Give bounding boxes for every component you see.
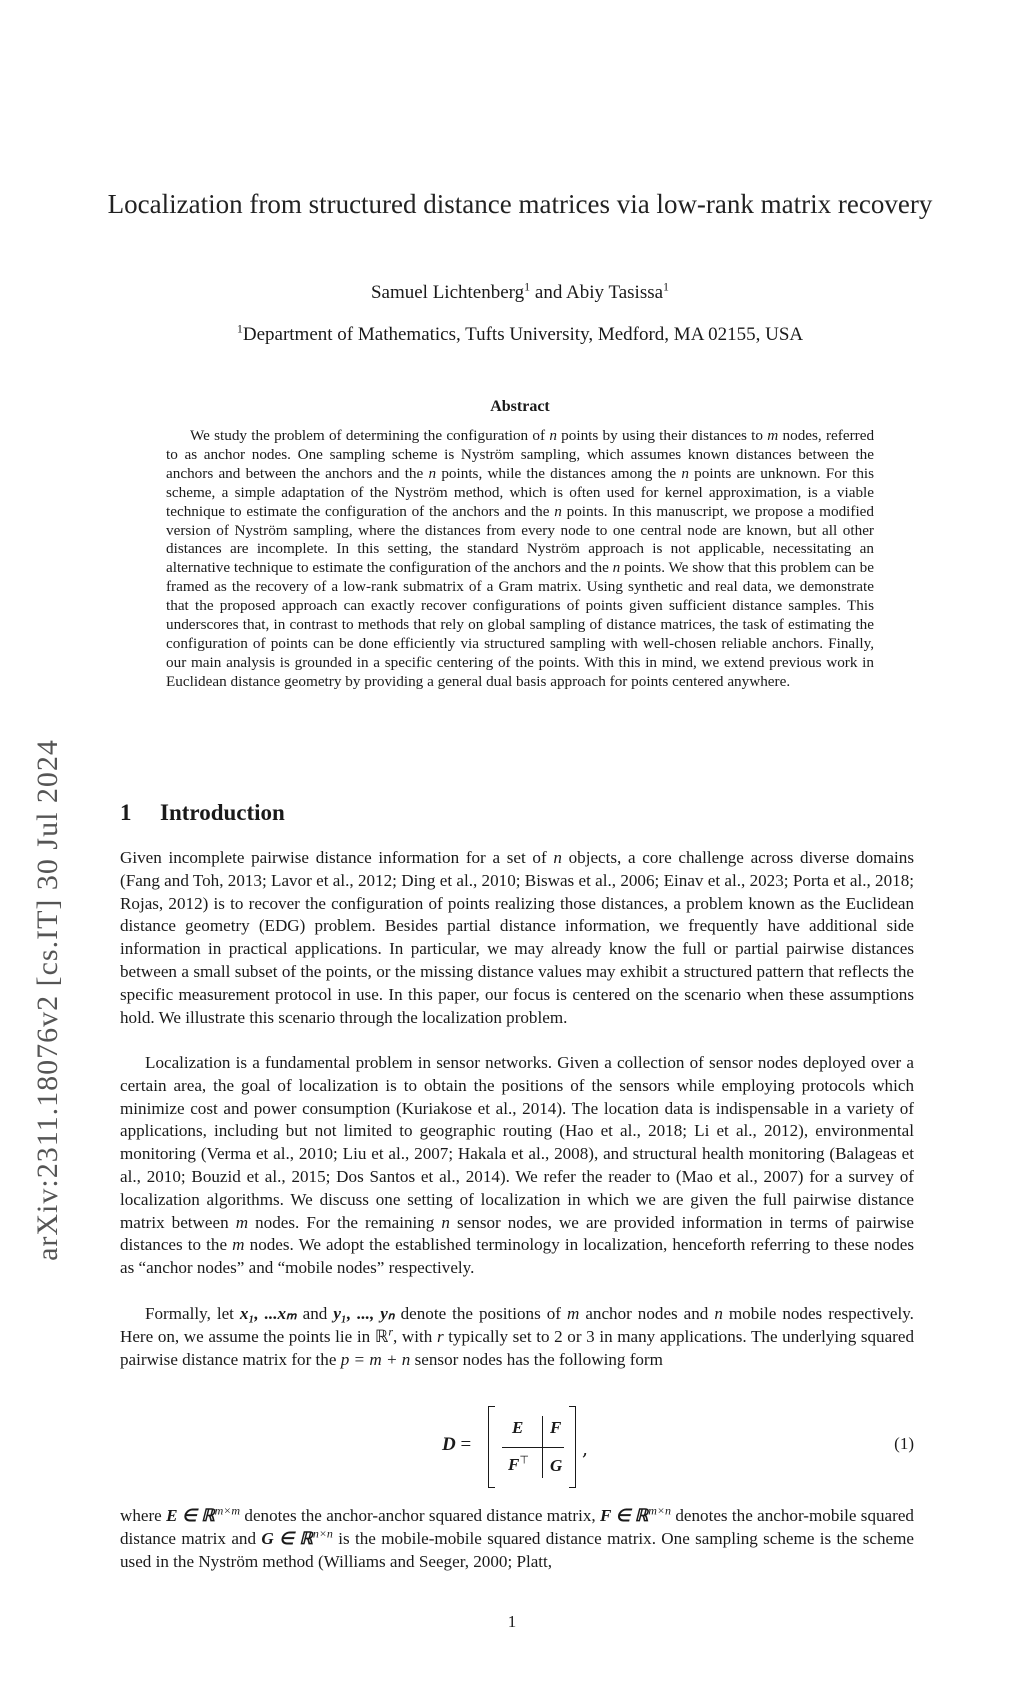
page-number: 1 [507,1612,517,1631]
section-title: Introduction [160,800,285,825]
author-affil-mark: 1 [524,279,531,294]
abstract-body: We study the problem of determining the configuration of n points by using their distances to m nodes, referred to as anchor nodes. One sampling scheme is Nyström sampling, which assumes known distances between the anchors and between the anchors and the n points, while the distances among the n points are unknown. For this scheme, a simple adaptation of the Nyström method, which is often used for kernel approximation, is a viable technique to estimate the configuration of the anchors and the n points. In this manuscript, we propose a modified version of Nyström sampling, where the distances from every node to one central node are known, but all other distances are incomplete. In this setting, the standard Nyström approach is not applicable, necessitating an alternative technique to estimate the configuration of the anchors and the n points. We show that this problem can be framed as the recovery of a low-rank submatrix of a Gram matrix. Using synthetic and real data, we demonstrate that the proposed approach can exactly recover configurations of points given sufficient distance samples. This underscores that, in contrast to methods that rely on global sampling of distance matrices, the task of estimating the configuration of points can be done efficiently via structured sampling with well-chosen reliable anchors. Finally, our main analysis is grounded in a specific centering of the points. With this in mind, we extend previous work in Euclidean distance geometry by providing a general dual basis approach for points centered anywhere. [166,427,875,690]
arxiv-id: arXiv:2311.18076v2 [cs.IT] 30 Jul 2024 [31,739,64,1261]
intro-paragraph-4: where E ∈ ℝ$^{m\times m}$ denotes the anchor-anchor squared distance matrix, F ∈ ℝ$^{m\times n}$ denotes the anchor-mobile squared distance matrix and G ∈ ℝ$^{n\times n}$ is the mobile-mobile squared distance matrix. One sampling scheme is the scheme used in the Nyström method (Williams and Seeger, 2000; Platt, [120,1503,914,1571]
author-line [100,280,940,306]
matrix-cell-f-transpose: F⊤ [508,1454,529,1474]
matrix-cell-g: G [550,1456,563,1475]
affiliation-text: Department of Mathematics, Tufts University, Medford, MA 02155, USA [242,324,804,345]
section-number: 1 [120,800,132,825]
abstract-heading: Abstract [490,398,550,415]
affiliation-mark: 1 [236,321,243,336]
author-affil-mark: 1 [663,279,670,294]
intro-paragraph-3: Formally, let x₁, ...xₘ and y₁, ..., yₙ denote the positions of m anchor nodes and n mobile nodes respectively. Here on, we assume the points lie in ℝ$^r$, with r typically set to 2 or 3 in many applications. The underlying squared pairwise distance matrix for the p = m + n sensor nodes has the following form [120,1304,915,1369]
right-bracket [569,1406,576,1488]
block-matrix [488,1406,576,1488]
matrix-horizontal-rule [502,1447,564,1448]
author-conjunction: and [534,282,563,303]
author-name: Samuel Lichtenberg [370,282,525,303]
equation-1 [120,1404,914,1490]
equation-number: (1) [894,1434,914,1453]
intro-paragraph-1: Given incomplete pairwise distance information for a set of n objects, a core challenge across diverse domains (Fang and Toh, 2013; Lavor et al., 2012; Ding et al., 2010; Biswas et al., 2006; Einav et al., 2023; Porta et al., 2018; Rojas, 2012) is to recover the configuration of points realizing those distances, a problem known as the Euclidean distance geometry (EDG) problem. Besides partial distance information, we frequently have additional side information in practical applications. In particular, we may already know the full or partial pairwise distances between a small subset of the points, or the missing distance values may exhibit a structured pattern that reflects the specific measurement protocol in use. In this paper, our focus is centered on the scenario when these assumptions hold. We illustrate this scenario through the localization problem. [120,848,914,1027]
equation-comma: , [582,1438,589,1460]
equation-lhs: D = [442,1434,472,1455]
intro-paragraph-2: Localization is a fundamental problem in sensor networks. Given a collection of sensor nodes deployed over a certain area, the goal of localization is to obtain the positions of the sensors while employing protocols which minimize cost and power consumption (Kuriakose et al., 2014). The location data is indispensable in a variety of applications, including but not limited to geographic routing (Hao et al., 2018; Li et al., 2012), environmental monitoring (Verma et al., 2010; Liu et al., 2007; Hakala et al., 2008), and structural health monitoring (Balageas et al., 2010; Bouzid et al., 2015; Dos Santos et al., 2014). We refer the reader to (Mao et al., 2007) for a survey of localization algorithms. We discuss one setting of localization in which we are given the full pairwise distance matrix between m nodes. For the remaining n sensor nodes, we are provided information in terms of pairwise distances to the m nodes. We adopt the established terminology in localization, henceforth referring to these nodes as “anchor nodes” and “mobile nodes” respectively. [120,1053,915,1278]
author-name: Abiy Tasissa [566,282,664,303]
matrix-cell-f: F [550,1418,562,1437]
arxiv-sidebar-stamp [8,680,88,1320]
paper-title: Localization from structured distance matrices via low-rank matrix recovery [107,189,933,219]
section-heading [120,800,285,826]
left-bracket [488,1406,495,1488]
matrix-cell-e: E [512,1418,524,1437]
affiliation [100,322,940,348]
